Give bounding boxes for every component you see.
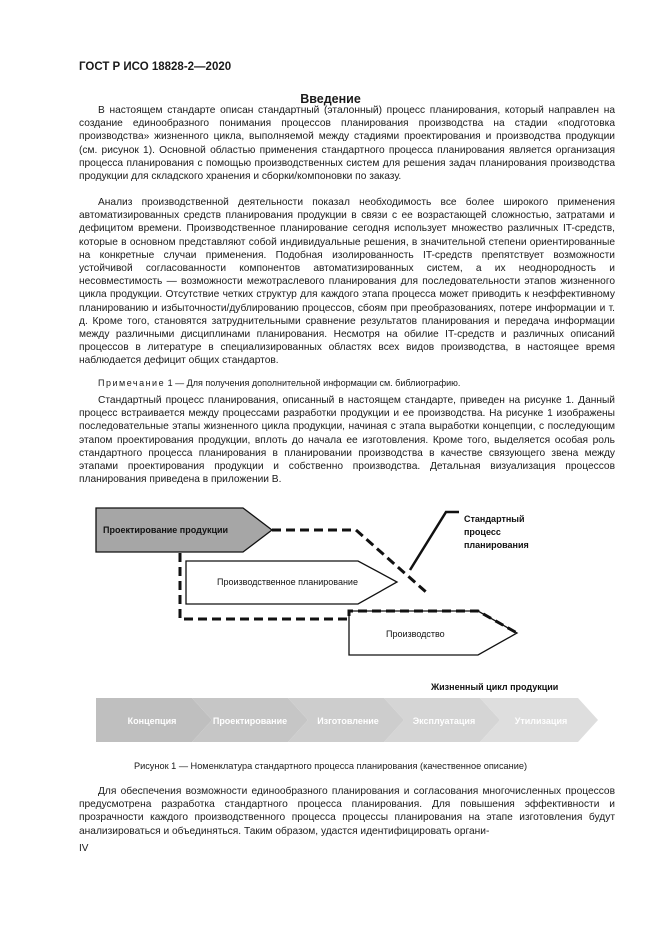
paragraph-standard-process: Стандартный процесс планирования, описанный в настоящем стандарте, приведен на рисунке 1. Данный процесс встраивается между процессами разработки продукции и ее производства. На рисунке 1 изображены последовательные этапы жизненного цикла продукции, начиная с этапа выработки концепции, с последующим этапом проектирования продукции, вплоть до начала ее изготовления. Кроме того, выделяется особая роль стандартного процесса планирования в планировании производства в качестве связующего звена между этапами проектирования продукции и собственно производства. Детальная визуализация процессов планирования приведена в приложении В. [79, 395, 615, 486]
stage-label-design: Проектирование [212, 716, 288, 726]
production-planning-label: Производственное планирование [217, 577, 358, 587]
page-number: IV [79, 843, 89, 854]
standard-process-label-2: процесс [464, 527, 501, 537]
note-text: 1 — Для получения дополнительной информации см. библиографию. [165, 378, 461, 388]
production-label: Производство [386, 629, 445, 639]
standard-process-label-1: Стандартный [464, 514, 525, 524]
standard-process-leader [410, 512, 459, 570]
stage-label-manufacturing: Изготовление [317, 716, 379, 726]
paragraph-intro: В настоящем стандарте описан стандартный (эталонный) процесс планирования, который направлен на создание единообразного понимания процессов планирования производства на стадии «подготовка производства» жизненного цикла, выполняемой между стадиями проектирования и производства продукции (см. рисунок 1). Основной областью применения стандартного процесса планирования является организация процесса планирования с помощью производственных систем для решения задач планирования производства продукции для складского хранения и сборки/компоновки по заказу. [79, 105, 615, 183]
section-title: Введение [300, 92, 361, 106]
paragraph-analysis: Анализ производственной деятельности показал необходимость все более широкого применения автоматизированных средств планирования продукции в связи с ее возрастающей сложностью, затратами и дефицитом времени. Производственное планирование сегодня использует множество различных IT-средств, которые в основном представляют собой индивидуальные решения, в значительной степени ориентированные на конкретные случаи применения. Подобная изолированность IT-средств препятствует возможности устойчивой согласованности компонентов автоматизированных систем, а их неоднородность и несовместимость — возможности межотраслевого планирования для последовательности этапов жизненного цикла продукции. Отсутствие четких структур для каждого этапа процесса может приводить к неэффективному планированию и избыточности/дублированию процессов, сбоям при преобразованиях, потере информации и т. д. Кроме того, становятся затруднительными сравнение результатов планирования и передача информации между различными дисциплинами планирования. Несмотря на обилие IT-средств и различных описаний процессов в литературе в специализированных областях всех видов производства, в настоящее время наблюдается дефицит общих стандартов. [79, 197, 615, 367]
figure-caption: Рисунок 1 — Номенклатура стандартного процесса планирования (качественное описание) [133, 761, 528, 771]
standard-process-label-3: планирования [464, 540, 529, 550]
lifecycle-title: Жизненный цикл продукции [431, 682, 559, 692]
stage-label-disposal: Утилизация [514, 716, 568, 726]
note-label: Примечание [98, 378, 166, 388]
document-code: ГОСТ Р ИСО 18828-2—2020 [79, 61, 232, 73]
stage-label-concept: Концепция [127, 716, 177, 726]
stage-label-operation: Эксплуатация [412, 716, 476, 726]
paragraph-unification: Для обеспечения возможности единообразного планирования и согласования многочисленных процессов предусмотрена разработка стандартного процесса планирования. Для повышения эффективности и прозрачности каждого производственного процесса процессы планирования на этапе изготовления будут анализироваться и объединяться. Таким образом, удастся идентифицировать органи- [79, 786, 615, 837]
product-design-label: Проектирование продукции [103, 525, 229, 535]
